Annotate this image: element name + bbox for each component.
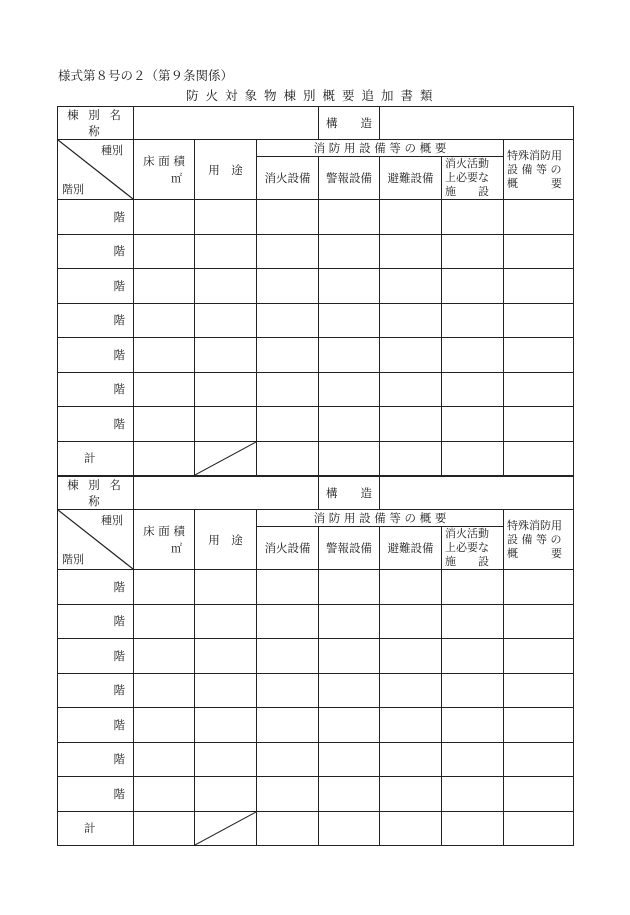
- building-name-row: [58, 477, 574, 510]
- floor-cell[interactable]: [257, 570, 319, 605]
- total-cell[interactable]: [257, 441, 319, 475]
- use-header: 用 途: [195, 140, 257, 200]
- floor-cell[interactable]: [380, 303, 442, 338]
- alarm-header: 警報設備: [319, 157, 380, 200]
- floor-cell[interactable]: [442, 303, 504, 338]
- floor-row-label: 階: [58, 372, 134, 407]
- structure-field[interactable]: [380, 107, 574, 140]
- floor-cell[interactable]: [257, 269, 319, 304]
- building-table-2: [57, 476, 574, 846]
- floor-cell[interactable]: [134, 708, 195, 743]
- floor-cell[interactable]: [134, 372, 195, 407]
- floor-cell[interactable]: [504, 604, 574, 639]
- floor-cell[interactable]: [504, 200, 574, 235]
- total-cell[interactable]: [504, 441, 574, 475]
- total-use-slash: [195, 811, 257, 845]
- floor-cell[interactable]: [134, 234, 195, 269]
- slash-line: [195, 442, 256, 475]
- floor-cell[interactable]: [257, 303, 319, 338]
- floor-cell[interactable]: [257, 742, 319, 777]
- special-equipment-line-3: 概 要: [507, 546, 563, 560]
- floor-cell[interactable]: [319, 604, 380, 639]
- floor-cell[interactable]: [134, 777, 195, 812]
- floor-cell[interactable]: [504, 708, 574, 743]
- special-equipment-line-3: 概 要: [507, 176, 563, 190]
- floor-cell[interactable]: [504, 338, 574, 373]
- building-name-field[interactable]: [134, 107, 319, 140]
- special-equipment-header: [504, 140, 574, 200]
- floor-area-label: 床 面 積: [143, 523, 185, 538]
- floor-area-header: [134, 510, 195, 570]
- floor-label: 階別: [62, 183, 84, 196]
- evacuation-header: 避難設備: [380, 157, 442, 200]
- floor-row: [58, 742, 574, 777]
- floor-cell[interactable]: [319, 372, 380, 407]
- floor-row-label: 階: [58, 742, 134, 777]
- floor-cell[interactable]: [195, 604, 257, 639]
- floor-rows-2: [58, 570, 574, 812]
- floor-cell[interactable]: [504, 407, 574, 442]
- floor-cell[interactable]: [257, 407, 319, 442]
- firefighting-line-3: 施 設: [445, 185, 490, 198]
- floor-cell[interactable]: [504, 303, 574, 338]
- floor-row-label: 階: [58, 234, 134, 269]
- floor-label: 階別: [62, 553, 84, 566]
- floor-cell[interactable]: [134, 303, 195, 338]
- building-name-row: [58, 107, 574, 140]
- total-area-cell[interactable]: [134, 441, 195, 475]
- kind-floor-header: [58, 140, 134, 200]
- floor-cell[interactable]: [442, 372, 504, 407]
- total-cell[interactable]: [257, 811, 319, 845]
- floor-row-label: 階: [58, 777, 134, 812]
- floor-cell[interactable]: [257, 338, 319, 373]
- evacuation-header: 避難設備: [380, 527, 442, 570]
- area-unit: ㎡: [171, 541, 182, 555]
- floor-cell[interactable]: [134, 673, 195, 708]
- floor-area-label: 床 面 積: [143, 153, 185, 168]
- firefighting-line-2: 上必要な: [445, 171, 490, 184]
- floor-row-label: 階: [58, 303, 134, 338]
- floor-cell[interactable]: [442, 407, 504, 442]
- floor-cell[interactable]: [442, 639, 504, 674]
- floor-row-label: 階: [58, 639, 134, 674]
- floor-cell[interactable]: [257, 234, 319, 269]
- structure-field[interactable]: [380, 477, 574, 510]
- floor-row: [58, 777, 574, 812]
- firefighting-line-1: 消火活動: [445, 527, 490, 540]
- floor-cell[interactable]: [380, 604, 442, 639]
- form-code: 様式第８号の２（第９条関係）: [58, 68, 234, 83]
- floor-row: [58, 234, 574, 269]
- floor-cell[interactable]: [442, 708, 504, 743]
- extinguishing-header: 消火設備: [257, 527, 319, 570]
- floor-cell[interactable]: [380, 234, 442, 269]
- floor-cell[interactable]: [442, 742, 504, 777]
- floor-cell[interactable]: [134, 604, 195, 639]
- floor-cell[interactable]: [257, 604, 319, 639]
- floor-row-label: 階: [58, 570, 134, 605]
- kind-label: 種別: [101, 514, 123, 527]
- floor-cell[interactable]: [134, 269, 195, 304]
- floor-cell[interactable]: [380, 777, 442, 812]
- special-equipment-header: [504, 510, 574, 570]
- floor-row: [58, 200, 574, 235]
- floor-cell[interactable]: [257, 372, 319, 407]
- floor-cell[interactable]: [504, 742, 574, 777]
- floor-cell[interactable]: [195, 200, 257, 235]
- floor-cell[interactable]: [380, 570, 442, 605]
- floor-cell[interactable]: [257, 708, 319, 743]
- floor-row: [58, 372, 574, 407]
- floor-cell[interactable]: [195, 407, 257, 442]
- floor-cell[interactable]: [319, 570, 380, 605]
- floor-row: [58, 407, 574, 442]
- total-cell[interactable]: [319, 441, 380, 475]
- floor-cell[interactable]: [195, 708, 257, 743]
- special-equipment-line-2: 設 備 等 の: [507, 532, 562, 546]
- special-equipment-line-1: 特殊消防用: [507, 518, 563, 532]
- floor-cell[interactable]: [134, 570, 195, 605]
- floor-cell[interactable]: [319, 639, 380, 674]
- area-unit: ㎡: [171, 171, 182, 185]
- floor-cell[interactable]: [442, 777, 504, 812]
- special-equipment-line-2: 設 備 等 の: [507, 162, 562, 176]
- floor-cell[interactable]: [442, 604, 504, 639]
- floor-cell[interactable]: [319, 200, 380, 235]
- floor-row-label: 階: [58, 407, 134, 442]
- floor-row: [58, 303, 574, 338]
- floor-row: [58, 639, 574, 674]
- floor-cell[interactable]: [319, 234, 380, 269]
- total-row: [58, 811, 574, 845]
- use-header: 用 途: [195, 510, 257, 570]
- floor-cell[interactable]: [257, 777, 319, 812]
- extinguishing-header: 消火設備: [257, 157, 319, 200]
- floor-cell[interactable]: [319, 777, 380, 812]
- total-cell[interactable]: [319, 811, 380, 845]
- floor-cell[interactable]: [380, 200, 442, 235]
- form-title: 防火対象物棟別概要追加書類: [186, 88, 440, 103]
- floor-row-label: 階: [58, 338, 134, 373]
- alarm-header: 警報設備: [319, 527, 380, 570]
- building-block-2: [57, 476, 573, 846]
- floor-cell[interactable]: [257, 200, 319, 235]
- floor-cell[interactable]: [319, 303, 380, 338]
- floor-row: [58, 269, 574, 304]
- building-block-1: [57, 106, 573, 476]
- total-cell[interactable]: [442, 811, 504, 845]
- total-use-slash: [195, 441, 257, 475]
- floor-cell[interactable]: [319, 673, 380, 708]
- floor-cell[interactable]: [504, 570, 574, 605]
- total-cell[interactable]: [504, 811, 574, 845]
- floor-cell[interactable]: [319, 742, 380, 777]
- floor-cell[interactable]: [442, 200, 504, 235]
- equipment-group-header: 消 防 用 設 備 等 の 概 要: [257, 140, 504, 157]
- total-label: 計: [58, 811, 134, 845]
- floor-cell[interactable]: [134, 338, 195, 373]
- floor-cell[interactable]: [195, 570, 257, 605]
- floor-cell[interactable]: [442, 234, 504, 269]
- floor-cell[interactable]: [504, 234, 574, 269]
- kind-label: 種別: [101, 144, 123, 157]
- structure-label: 構 造: [319, 477, 380, 510]
- floor-cell[interactable]: [319, 338, 380, 373]
- building-table-1: [57, 106, 574, 476]
- floor-row-label: 階: [58, 673, 134, 708]
- floor-cell[interactable]: [380, 708, 442, 743]
- floor-cell[interactable]: [195, 303, 257, 338]
- equipment-group-header: 消 防 用 設 備 等 の 概 要: [257, 510, 504, 527]
- floor-cell[interactable]: [134, 200, 195, 235]
- floor-cell[interactable]: [134, 407, 195, 442]
- floor-cell[interactable]: [442, 269, 504, 304]
- floor-row: [58, 570, 574, 605]
- floor-row: [58, 338, 574, 373]
- floor-cell[interactable]: [504, 372, 574, 407]
- floor-row: [58, 673, 574, 708]
- floor-cell[interactable]: [380, 269, 442, 304]
- total-label: 計: [58, 441, 134, 475]
- floor-cell[interactable]: [134, 742, 195, 777]
- firefighting-facility-header: [442, 157, 504, 200]
- total-cell[interactable]: [442, 441, 504, 475]
- floor-cell[interactable]: [257, 639, 319, 674]
- floor-cell[interactable]: [195, 639, 257, 674]
- floor-cell[interactable]: [134, 639, 195, 674]
- floor-cell[interactable]: [380, 673, 442, 708]
- kind-floor-header: [58, 510, 134, 570]
- slash-line: [195, 812, 256, 845]
- floor-cell[interactable]: [319, 708, 380, 743]
- floor-cell[interactable]: [195, 777, 257, 812]
- floor-cell[interactable]: [504, 673, 574, 708]
- header-row-top: [58, 140, 574, 157]
- floor-cell[interactable]: [504, 269, 574, 304]
- floor-cell[interactable]: [442, 338, 504, 373]
- building-name-label: 棟 別 名 称: [58, 107, 134, 140]
- floor-row: [58, 708, 574, 743]
- floor-cell[interactable]: [380, 407, 442, 442]
- floor-cell[interactable]: [380, 372, 442, 407]
- floor-cell[interactable]: [380, 742, 442, 777]
- floor-rows-1: [58, 200, 574, 442]
- floor-cell[interactable]: [195, 742, 257, 777]
- floor-cell[interactable]: [442, 673, 504, 708]
- floor-row-label: 階: [58, 604, 134, 639]
- firefighting-facility-header: [442, 527, 504, 570]
- total-cell[interactable]: [380, 441, 442, 475]
- floor-cell[interactable]: [195, 372, 257, 407]
- floor-row: [58, 604, 574, 639]
- total-cell[interactable]: [380, 811, 442, 845]
- floor-row-label: 階: [58, 269, 134, 304]
- floor-cell[interactable]: [319, 269, 380, 304]
- special-equipment-line-1: 特殊消防用: [507, 148, 563, 162]
- floor-cell[interactable]: [319, 407, 380, 442]
- floor-cell[interactable]: [195, 673, 257, 708]
- building-name-label: 棟 別 名 称: [58, 477, 134, 510]
- firefighting-line-1: 消火活動: [445, 157, 490, 170]
- floor-area-header: [134, 140, 195, 200]
- floor-cell[interactable]: [380, 338, 442, 373]
- floor-cell[interactable]: [442, 570, 504, 605]
- firefighting-line-3: 施 設: [445, 555, 490, 568]
- floor-row-label: 階: [58, 708, 134, 743]
- building-name-field[interactable]: [134, 477, 319, 510]
- floor-cell[interactable]: [504, 639, 574, 674]
- header-row-top: [58, 510, 574, 527]
- floor-cell[interactable]: [195, 269, 257, 304]
- total-area-cell[interactable]: [134, 811, 195, 845]
- floor-cell[interactable]: [195, 338, 257, 373]
- total-row: [58, 441, 574, 475]
- floor-cell[interactable]: [380, 639, 442, 674]
- structure-label: 構 造: [319, 107, 380, 140]
- floor-row-label: 階: [58, 200, 134, 235]
- floor-cell[interactable]: [195, 234, 257, 269]
- firefighting-line-2: 上必要な: [445, 541, 490, 554]
- floor-cell[interactable]: [257, 673, 319, 708]
- floor-cell[interactable]: [504, 777, 574, 812]
